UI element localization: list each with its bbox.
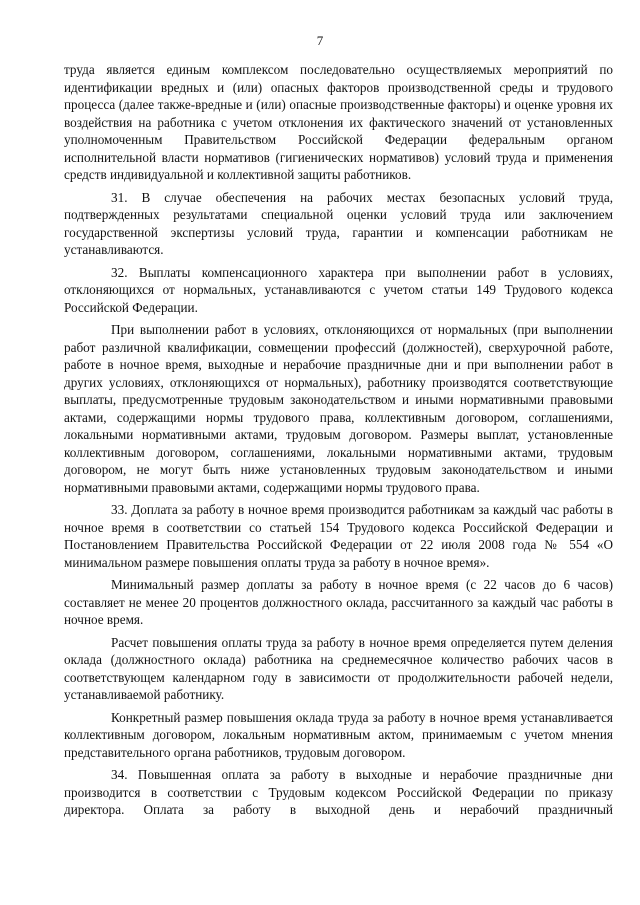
- paragraph: 32. Выплаты компенсационного характера при выполнении работ в условиях, отклоняющихся от нормальных, устанавливаются с учетом статьи 149 Трудового кодекса Российской Федерации.: [64, 264, 613, 315]
- page-number: 7: [316, 33, 324, 48]
- paragraph: 33. Доплата за работу в ночное время производится работникам за каждый час работы в ночное время в соответствии со статьей 154 Трудового кодекса Российской Федерации и Постановлением Правительства Российской Федерации от 22 июля 2008 года № 554 «О минимальном размере повышения оплаты труда за работу в ночное время».: [64, 502, 613, 570]
- document-body: [64, 61, 613, 824]
- paragraph: 31. В случае обеспечения на рабочих местах безопасных условий труда, подтвержденных результатами специальной оценки условий труда или заключением государственной экспертизы условий труда, гарантии и компенсации работникам не устанавливаются.: [64, 189, 613, 257]
- paragraph: При выполнении работ в условиях, отклоняющихся от нормальных (при выполнении работ различной квалификации, совмещении профессий (должностей), сверхурочной работе, работе в ночное время, выходные и нерабочие праздничные дни и при выполнении работ в других условиях, отклоняющихся от нормальных), работнику производятся соответствующие выплаты, предусмотренные трудовым законодательством и иными нормативными правовыми актами, содержащими нормы трудового права, коллективным договором, соглашениями, локальными нормативными актами, трудовым договором. Размеры выплат, установленные коллективным договором, соглашениями, локальными нормативными актами, трудовым договором, не могут быть ниже установленных трудовым законодательством и иными нормативными правовыми актами, содержащими нормы трудового права.: [64, 322, 613, 495]
- paragraph: Конкретный размер повышения оклада труда за работу в ночное время устанавливается коллективным договором, локальным нормативным актом, принимаемым с учетом мнения представительного органа работников, трудовым договором.: [64, 709, 613, 760]
- paragraph: труда является единым комплексом последовательно осуществляемых мероприятий по идентификации вредных и (или) опасных факторов производственной среды и трудового процесса (далее также-вредные и (или) опасные производственные факторы) и оценке уровня их воздействия на работника с учетом отклонения их фактического значений от установленных уполномоченным Правительством Российской Федерации федеральным органом исполнительной власти нормативов (гигиенических нормативов) условий труда и применения средств индивидуальной и коллективной защиты работников.: [64, 62, 613, 182]
- paragraph: Расчет повышения оплаты труда за работу в ночное время определяется путем деления оклада (должностного оклада) работника на среднемесячное количество рабочих часов в соответствующем календарном году в зависимости от продолжительности рабочей недели, устанавливаемой работнику.: [64, 634, 613, 702]
- paragraph: Минимальный размер доплаты за работу в ночное время (с 22 часов до 6 часов) составляет не менее 20 процентов должностного оклада, рассчитанного за каждый час работы в ночное время.: [64, 577, 613, 627]
- paragraph: 34. Повышенная оплата за работу в выходные и нерабочие праздничные дни производится в соответствии с Трудовым кодексом Российской Федерации по приказу директора. Оплата за работу в выходной день и нерабочий праздничный: [64, 767, 613, 817]
